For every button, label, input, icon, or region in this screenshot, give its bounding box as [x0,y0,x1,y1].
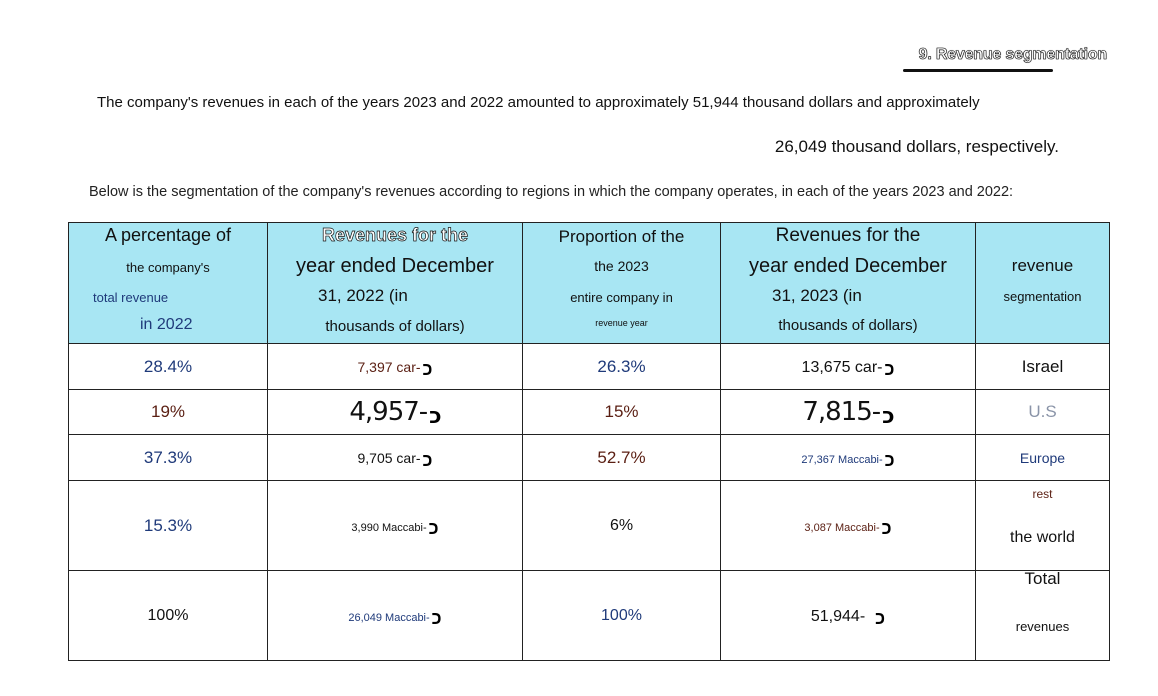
intro-line-2: 26,049 thousand dollars, respectively. [774,137,1059,156]
segment-line: the world [1010,528,1075,546]
table-row [69,390,1110,435]
table-header-row [69,223,1110,344]
header-line: segmentation [1003,289,1082,304]
header-proportion-2023 [523,223,721,344]
cell-revenue-2022: 4,957-כ [268,390,523,435]
segment-line: Total [1024,568,1061,588]
currency-glyph: כ [429,404,441,429]
currency-glyph: כ [875,608,886,628]
cell-revenue-2023: 13,675 car- כ [721,344,976,390]
intro-line-1: The company's revenues in each of the years 2023 and 2022 amounted to approximately 51,944 thousand dollars and approximately [97,94,980,111]
table-row [69,344,1110,390]
table-row-total [69,571,1110,661]
cell-pct-2022: 28.4% [69,344,268,390]
cell-segment: U.S [976,390,1110,435]
cell-revenue-2023: 3,087 Maccabi- כ [721,481,976,571]
cell-revenue-2023: 27,367 Maccabi- כ [721,435,976,481]
header-line: year ended December [296,255,494,277]
header-revenues-2023 [721,223,976,344]
currency-glyph: כ [884,450,895,470]
currency-glyph: כ [428,518,439,538]
header-line: 31, 2023 (in [772,286,862,305]
cell-proportion-2023: 15% [523,390,721,435]
header-segmentation [976,223,1110,344]
cell-revenue-2022: 26,049 Maccabi- כ [268,571,523,661]
header-line: in 2022 [140,316,193,333]
cell-revenue-2022: 9,705 car- כ [268,435,523,481]
header-line: revenue year [595,318,648,328]
header-line: entire company in [570,290,673,305]
currency-glyph: כ [881,518,892,538]
revenue-segmentation-table [68,222,1110,661]
cell-revenue-2022: 3,990 Maccabi- כ [268,481,523,571]
heading-underline [903,69,1053,72]
currency-glyph: כ [431,608,442,628]
header-revenues-2022 [268,223,523,344]
cell-pct-2022: 100% [69,571,268,661]
cell-pct-2022: 15.3% [69,481,268,571]
cell-segment: Europe [976,435,1110,481]
header-line: the 2023 [594,258,649,274]
header-line: A percentage of [104,225,232,245]
section-heading: 9. Revenue segmentation [918,46,1107,63]
currency-glyph: כ [422,359,433,379]
header-line: Revenues for the [321,225,469,245]
table-row [69,435,1110,481]
cell-proportion-2023: 100% [523,571,721,661]
header-line: the company's [126,260,210,275]
currency-glyph: כ [422,450,433,470]
header-line: year ended December [749,255,947,277]
segment-line: revenues [1015,618,1070,634]
cell-revenue-2023: 7,815-כ [721,390,976,435]
header-pct-2022 [69,223,268,344]
cell-segment [976,481,1110,571]
cell-proportion-2023: 6% [523,481,721,571]
intro-line-3: Below is the segmentation of the company's revenues according to regions in which the company operates, in each of the years 2023 and 2022: [89,184,1014,200]
header-line: Revenues for the [775,225,921,246]
header-line: Proportion of the [558,227,685,246]
cell-pct-2022: 19% [69,390,268,435]
cell-segment [976,568,1110,661]
cell-segment: Israel [976,344,1110,390]
segment-line: rest [1032,486,1053,501]
currency-glyph: כ [884,359,895,379]
header-line: revenue [1011,256,1074,275]
header-line: thousands of dollars) [325,318,465,335]
table-row [69,481,1110,571]
currency-glyph: כ [882,404,894,429]
header-line: 31, 2022 (in [318,286,408,305]
cell-proportion-2023: 52.7% [523,435,721,481]
header-line: total revenue [93,290,169,305]
header-line: thousands of dollars) [778,317,918,334]
cell-revenue-2022: 7,397 car- כ [268,344,523,390]
cell-proportion-2023: 26.3% [523,344,721,390]
cell-pct-2022: 37.3% [69,435,268,481]
cell-revenue-2023: 51,944- כ [721,571,976,661]
